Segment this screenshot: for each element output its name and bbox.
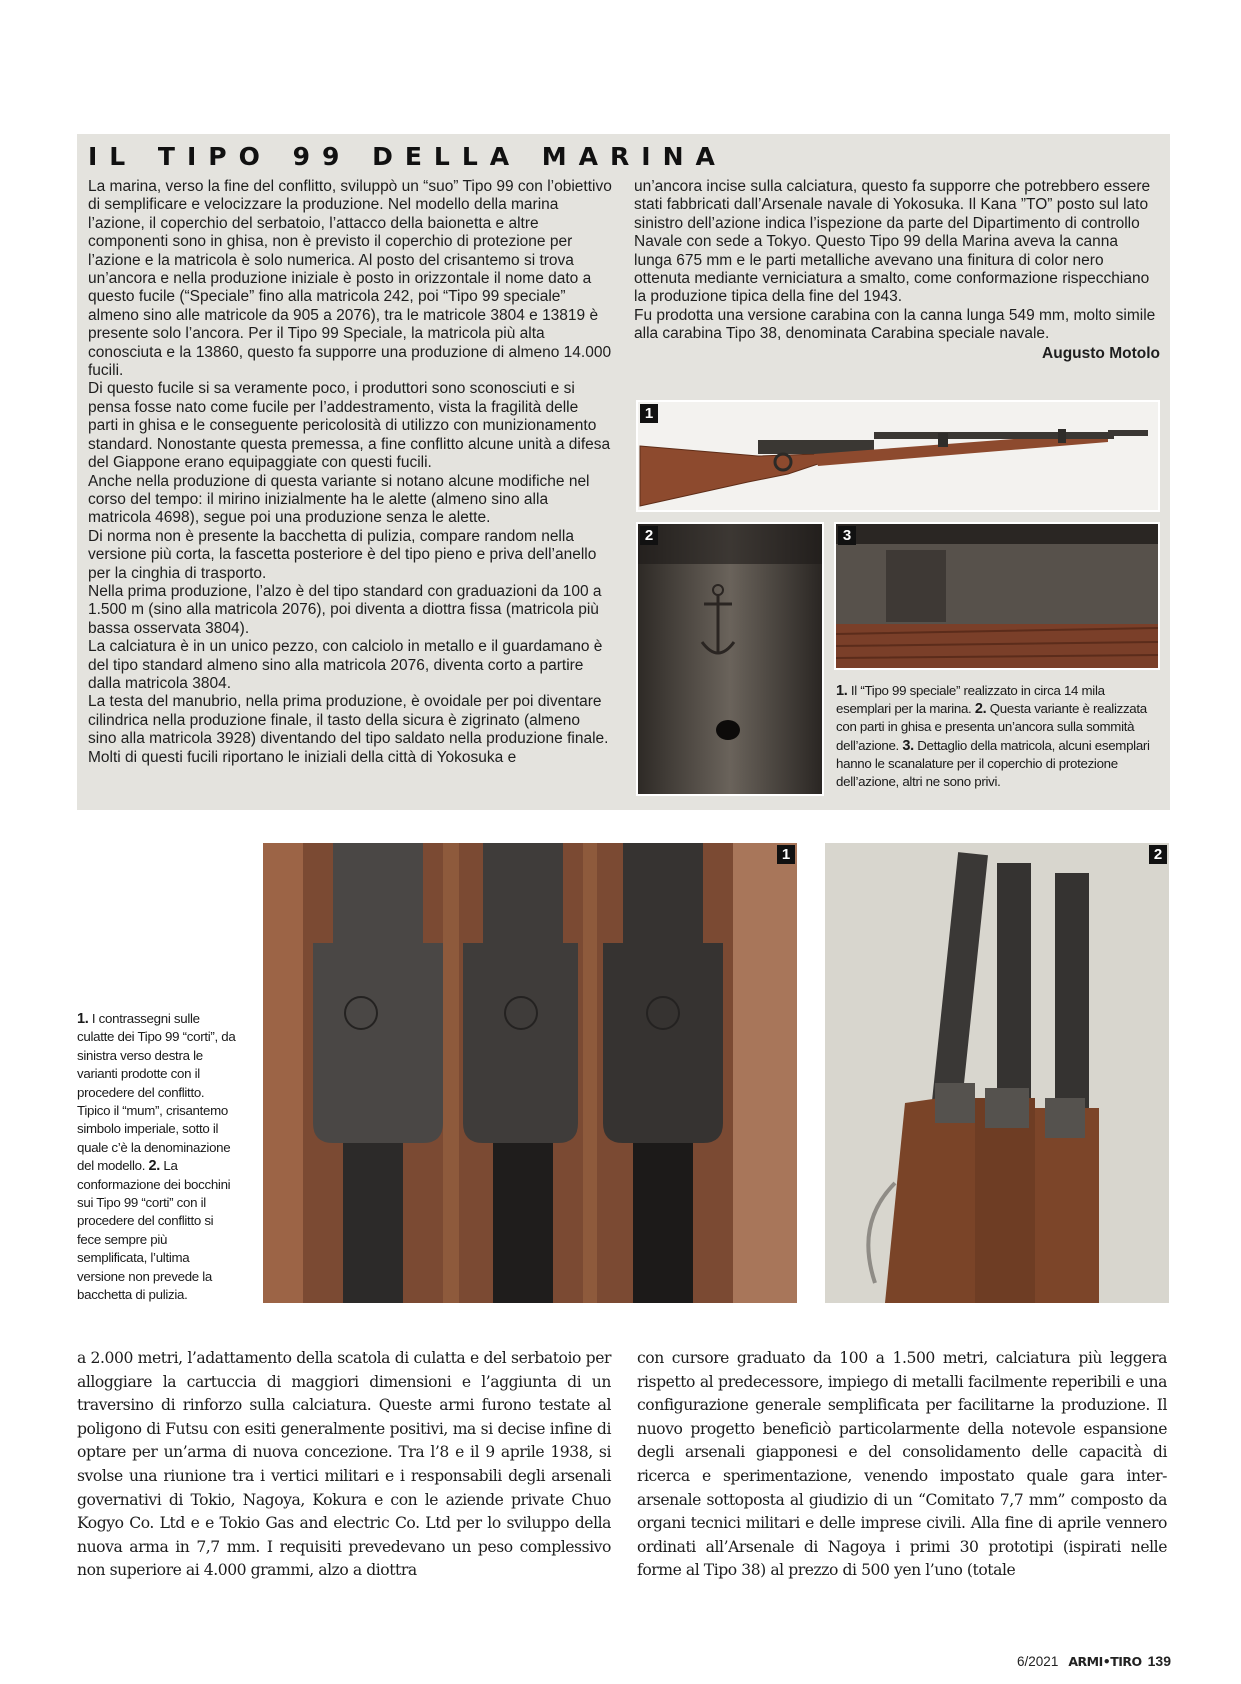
caption-number: 1. xyxy=(77,1011,89,1027)
anchor-mark-illustration xyxy=(638,524,822,794)
caption-number: 1. xyxy=(836,683,848,699)
caption-text: I contrassegni sulle culatte dei Tipo 99 “corti”, da sinistra verso destra le varianti prodotte con il procedere del conflitto. Tipico il “mum”, crisantemo simbolo imperiale, sotto il quale c’è la denominazione del modello. xyxy=(77,1011,236,1174)
caption-number: 2. xyxy=(974,701,987,718)
rifle-illustration xyxy=(638,402,1158,510)
serial-detail-photo xyxy=(834,522,1160,670)
page-footer xyxy=(1017,1653,1171,1669)
sidebar-paragraph: Anche nella produzione di questa variante si notano alcune modifiche nel corso del tempo: il mirino inizialmente ha le alette (almeno sino alla matricola 4698), segue poi una produzione senza le alette. xyxy=(88,472,590,527)
caption-text: Questa variante è realizzata con parti in ghisa e presenta un’ancora sulla sommità dell’azione. xyxy=(836,701,1147,753)
receivers-illustration xyxy=(263,843,797,1303)
sidebar-title: IL TIPO 99 DELLA MARINA xyxy=(88,142,727,171)
muzzles-photo xyxy=(825,843,1169,1303)
caption-text: Il “Tipo 99 speciale” realizzato in circa 14 mila esemplari per la marina. xyxy=(836,683,1105,717)
author-signature: Augusto Motolo xyxy=(1042,344,1160,362)
caption-number: 3. xyxy=(902,737,914,754)
serial-detail-illustration xyxy=(836,524,1158,668)
magazine-brand: ARMI•TIRO xyxy=(1068,1654,1142,1669)
photo-number: 1 xyxy=(777,845,795,864)
receivers-photo xyxy=(263,843,797,1303)
caption-text: La conformazione dei bocchini sui Tipo 99 “corti” con il procedere del conflitto si fece sempre più semplificata, l’ultima versione non prevede la bacchetta di pulizia. xyxy=(77,1158,231,1303)
main-photo-caption xyxy=(77,1010,239,1305)
sidebar-paragraph: Di questo fucile si sa veramente poco, i produttori sono sconosciuti e si pensa fosse nato come fucile per l’addestramento, vista la fragilità delle parti in ghisa e le conseguente pericolosità di utilizzo con munizionamento standard. Nonostante questa premessa, a fine conflitto alcune unità a difesa del Giappone erano equipaggiate con questi fucili. xyxy=(88,380,611,472)
anchor-mark-photo xyxy=(636,522,824,796)
caption-text: Dettaglio della matricola, alcuni esemplari hanno le scanalature per il coperchio di protezione dell’azione, altri ne sono privi. xyxy=(836,737,1150,790)
sidebar-paragraph: Molti di questi fucili riportano le iniziali della città di Yokosuka e xyxy=(88,748,517,766)
sidebar-paragraph: La testa del manubrio, nella prima produzione, è ovoidale per poi diventare cilindrica nella produzione finale, il tasto della sicura è zigrinato (almeno sino alla matricola 3928) diventando del tipo saldato nella produzione finale. xyxy=(88,693,609,748)
photo-number: 1 xyxy=(640,404,658,423)
issue-date: 6/2021 xyxy=(1017,1654,1059,1669)
sidebar-photo-caption xyxy=(836,682,1162,791)
sidebar-paragraph: La marina, verso la fine del conflitto, sviluppò un “suo” Tipo 99 con l’obiettivo di semplificare e velocizzare la produzione. Nel modello della marina l’azione, il coperchio del serbatoio, l’attacco della baionetta e altre componenti sono in ghisa, non è previsto il coperchio di protezione per l’azione e la matricola è solo numerica. Al posto del crisantemo si trova un’ancora e nella produzione iniziale è posto in orizzontale il nome dato a questo fucile (“Speciale” fino alla matricola 242, poi “Tipo 99 speciale” almeno sino alle matricole da 905 a 2076), tra le matricole 3804 e 13819 è presente solo l’ancora. Per il Tipo 99 Speciale, la matricola più alta conosciuta e la 13860, questo fa supporre una produzione di almeno 14.000 fucili. xyxy=(88,178,612,380)
sidebar-paragraph: Fu prodotta una versione carabina con la canna lunga 549 mm, molto simile alla carabina Tipo 38, denominata Carabina speciale navale. xyxy=(634,306,1156,343)
sidebar-paragraph: Nella prima produzione, l’alzo è del tipo standard con graduazioni da 100 a 1.500 m (sino alla matricola 2076), poi diventa a diottra fissa (matricola più bassa osservata 3804). xyxy=(88,582,602,637)
photo-number: 3 xyxy=(838,526,856,545)
body-text-right: con cursore graduato da 100 a 1.500 metri, calciatura più leggera rispetto al predecessore, impiego di metalli facilmente reperibili e una configurazione generale semplificata per facilitarne la produzione. Il nuovo progetto beneficiò particolarmente della notevole espansione degli arsenali giapponesi e del consolidamento delle capacità di ricerca e sperimentazione, venendo impostato quale gara inter-arsenale sottoposta al giudizio di un “Comitato 7,7 mm” composto da organi tecnici militari e delle imprese civili. Alla fine di aprile vennero ordinati all’Arsenale di Nagoya i primi 30 prototipi (ispirati nelle forme al Tipo 38) al prezzo di 500 yen l’uno (totale xyxy=(637,1349,1167,1580)
photo-number: 2 xyxy=(640,526,658,545)
sidebar-paragraph: Di norma non è presente la bacchetta di pulizia, compare random nella versione più corta, la fascetta posteriore è del tipo pieno e priva dell’anello per la cinghia di trasporto. xyxy=(88,527,597,582)
caption-number: 2. xyxy=(148,1158,160,1175)
sidebar-paragraph: un’ancora incise sulla calciatura, questo fa supporre che potrebbero essere stati fabbricati dall’Arsenale navale di Yokosuka. Il Kana ”TO” posto sul lato sinistro dell’azione indica l’ispezione da parte del Dipartimento di controllo Navale con sede a Tokyo. Questo Tipo 99 della Marina aveva la canna lunga 675 mm e le parti metalliche avevano una finitura di color nero ottenuta mediante verniciatura a smalto, come conformazione rispecchiano la produzione tipica della fine del 1943. xyxy=(634,178,1151,306)
page-number: 139 xyxy=(1147,1653,1171,1669)
sidebar-right-column xyxy=(634,178,1160,363)
muzzles-illustration xyxy=(825,843,1169,1303)
sidebar-paragraph: La calciatura è in un unico pezzo, con calciolo in metallo e il guardamano è del tipo standard almeno sino alla matricola 2076, diventa corto a partire dalla matricola 3804. xyxy=(88,638,603,692)
sidebar-left-column xyxy=(88,178,612,767)
rifle-photo xyxy=(636,400,1160,512)
body-text-left: a 2.000 metri, l’adattamento della scatola di culatta e del serbatoio per alloggiare la cartuccia di maggiori dimensioni e l’aggiunta di un traversino di rinforzo sulla calciatura. Queste armi furono testate al poligono di Futsu con esiti generalmente positivi, ma si decise infine di optare per un’arma di nuova concezione. Tra l’8 e il 9 aprile 1938, si svolse una riunione tra i vertici militari e i responsabili degli arsenali governativi di Tokio, Nagoya, Kokura e con le aziende private Chuo Kogyo Co. Ltd e e Tokio Gas and electric Co. Ltd per lo sviluppo della nuova arma in 7,7 mm. I requisiti prevedevano un peso complessivo non superiore ai 4.000 grammi, alzo a diottra xyxy=(77,1349,611,1580)
photo-number: 2 xyxy=(1149,845,1167,864)
